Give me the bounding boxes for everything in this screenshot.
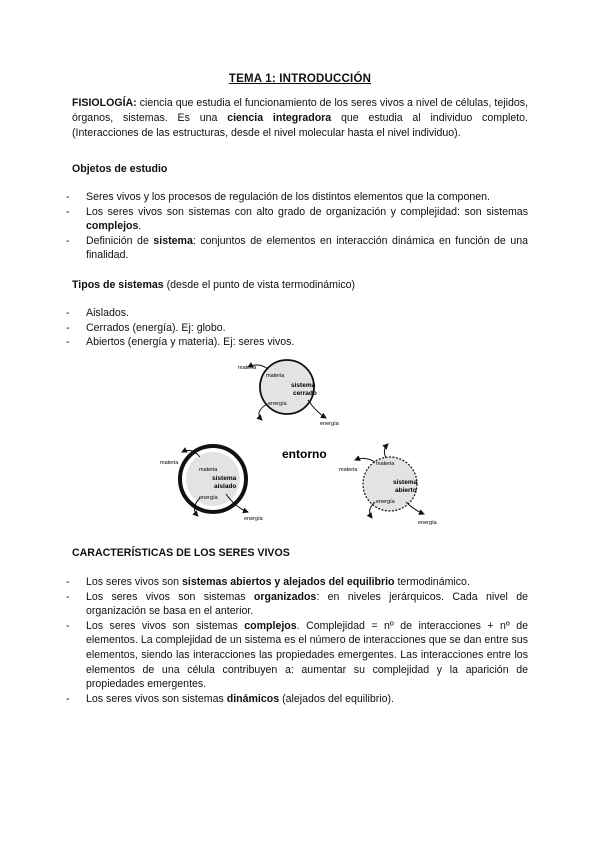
tipos-list (64, 306, 528, 350)
closed-materia-out-label: materia (238, 365, 257, 371)
objetos-heading (72, 163, 167, 175)
objetos-item-2-text: Los seres vivos son sistemas con alto grado de organización y complejidad: son sistemas (86, 205, 528, 218)
list-item (64, 321, 528, 336)
tipos-item-3: Abiertos (energía y materia). Ej: seres vivos. (86, 336, 295, 349)
list-item (64, 306, 528, 321)
objetos-heading-text: Objetos de estudio (72, 163, 168, 175)
fisiologia-paragraph (72, 96, 528, 142)
objetos-item-3-bold: sistema (153, 234, 193, 247)
list-item (64, 575, 528, 590)
objetos-item-1: Seres vivos y los procesos de regulación de los distintos elementos que la componen. (86, 191, 490, 203)
closed-materia-in-label: materia (266, 373, 285, 379)
caracteristicas-item-2-bold: organizados (253, 590, 317, 603)
fisiologia-bold: ciencia integradora (227, 112, 332, 125)
tipos-heading-rest: (desde el punto de vista termodinámico) (163, 279, 356, 291)
thermodynamic-systems-diagram (150, 352, 450, 542)
tipos-item-1: Aislados. (86, 307, 129, 319)
objetos-list (64, 190, 528, 263)
caracteristicas-heading (72, 547, 290, 559)
fisiologia-text-2: que estudia al individuo completo. (Interacciones de las estructuras, desde el nivel molecular hasta el nivel individuo). (72, 112, 528, 140)
entorno-label: entorno (282, 447, 327, 461)
isolated-system-diagram (160, 446, 264, 522)
open-system-label-2: abierto (395, 487, 417, 494)
tipos-heading-bold: Tipos de sistemas (72, 279, 164, 291)
closed-arrow-icon (308, 400, 326, 418)
open-energia-out-label: energía (418, 520, 437, 526)
isolated-system-label: sistema (212, 475, 237, 482)
open-arrow-icon (355, 458, 375, 462)
list-item (64, 692, 528, 707)
caracteristicas-item-2-text: Los seres vivos son sistemas (86, 590, 254, 603)
caracteristicas-item-4-bold: dinámicos (226, 692, 280, 705)
isolated-energia-out-label: energía (244, 516, 263, 522)
caracteristicas-item-4-end: (alejados del equilibrio). (279, 692, 394, 705)
list-item (64, 619, 528, 692)
closed-system-label: sistema (291, 382, 316, 389)
isolated-materia-out-label: materia (160, 460, 179, 466)
caracteristicas-item-2-end: : en niveles jerárquicos. Cada nivel de organización se basa en el anterior. (86, 590, 528, 618)
closed-arrow-icon (259, 404, 267, 420)
caracteristicas-item-3-end: . Complejidad = nº de interacciones + nº de elementos. La complejidad de un sistema es el número de interacciones que se dan entre sus elementos, siendo las interacciones las propiedades emergentes. Las interacciones entre los elementos de una célula contribuyen a: aumentar su complejidad y la aparición de propiedades emergentes. (86, 619, 528, 691)
caracteristicas-item-1-bold: sistemas abiertos y alejados del equilibrio (181, 576, 395, 588)
caracteristicas-item-4-text: Los seres vivos son sistemas (86, 692, 227, 705)
open-arrow-icon (384, 444, 388, 458)
isolated-system-label-2: aislado (214, 483, 237, 490)
tipos-heading (72, 279, 355, 291)
list-item (64, 205, 528, 234)
isolated-energia-in-label: energía (199, 495, 218, 501)
caracteristicas-item-3-text: Los seres vivos son sistemas (86, 619, 245, 632)
fisiologia-term: FISIOLOGÍA: (72, 97, 137, 109)
caracteristicas-item-1-text: Los seres vivos son (86, 576, 182, 588)
closed-system-label-2: cerrado (293, 390, 317, 397)
caracteristicas-item-3-bold: complejos (244, 619, 297, 632)
list-item (64, 590, 528, 619)
list-item (64, 234, 528, 263)
closed-energia-in-label: energía (268, 401, 287, 407)
fisiologia-text-1: ciencia que estudia el funcionamiento de los seres vivos a nivel de células, tejidos, órganos, sistemas. Es una (72, 97, 528, 125)
list-item (64, 335, 528, 350)
isolated-materia-in-label: materia (199, 467, 218, 473)
list-item (64, 190, 528, 205)
closed-system-diagram (238, 360, 340, 427)
objetos-item-3-text-2: : conjuntos de elementos en interacción dinámica en función de una finalidad. (86, 234, 528, 262)
tipos-item-2: Cerrados (energía). Ej: globo. (86, 321, 226, 334)
caracteristicas-heading-text: CARACTERÍSTICAS DE LOS SERES VIVOS (72, 547, 290, 559)
open-energia-in-label: energía (376, 499, 395, 505)
objetos-item-2-end: . (138, 220, 142, 233)
objetos-item-2-bold: complejos (86, 220, 139, 233)
open-materia-out-label: materia (339, 467, 358, 473)
caracteristicas-list (64, 575, 528, 706)
open-system-diagram (339, 444, 438, 526)
closed-energia-out-label: energía (320, 421, 339, 427)
objetos-item-3-text-1: Definición de (86, 234, 154, 247)
page-title: TEMA 1: INTRODUCCIÓN (228, 73, 372, 85)
caracteristicas-item-1-end: termodinámico. (394, 576, 470, 588)
open-system-label: sistema (393, 479, 418, 486)
open-materia-in-label: materia (376, 461, 395, 467)
